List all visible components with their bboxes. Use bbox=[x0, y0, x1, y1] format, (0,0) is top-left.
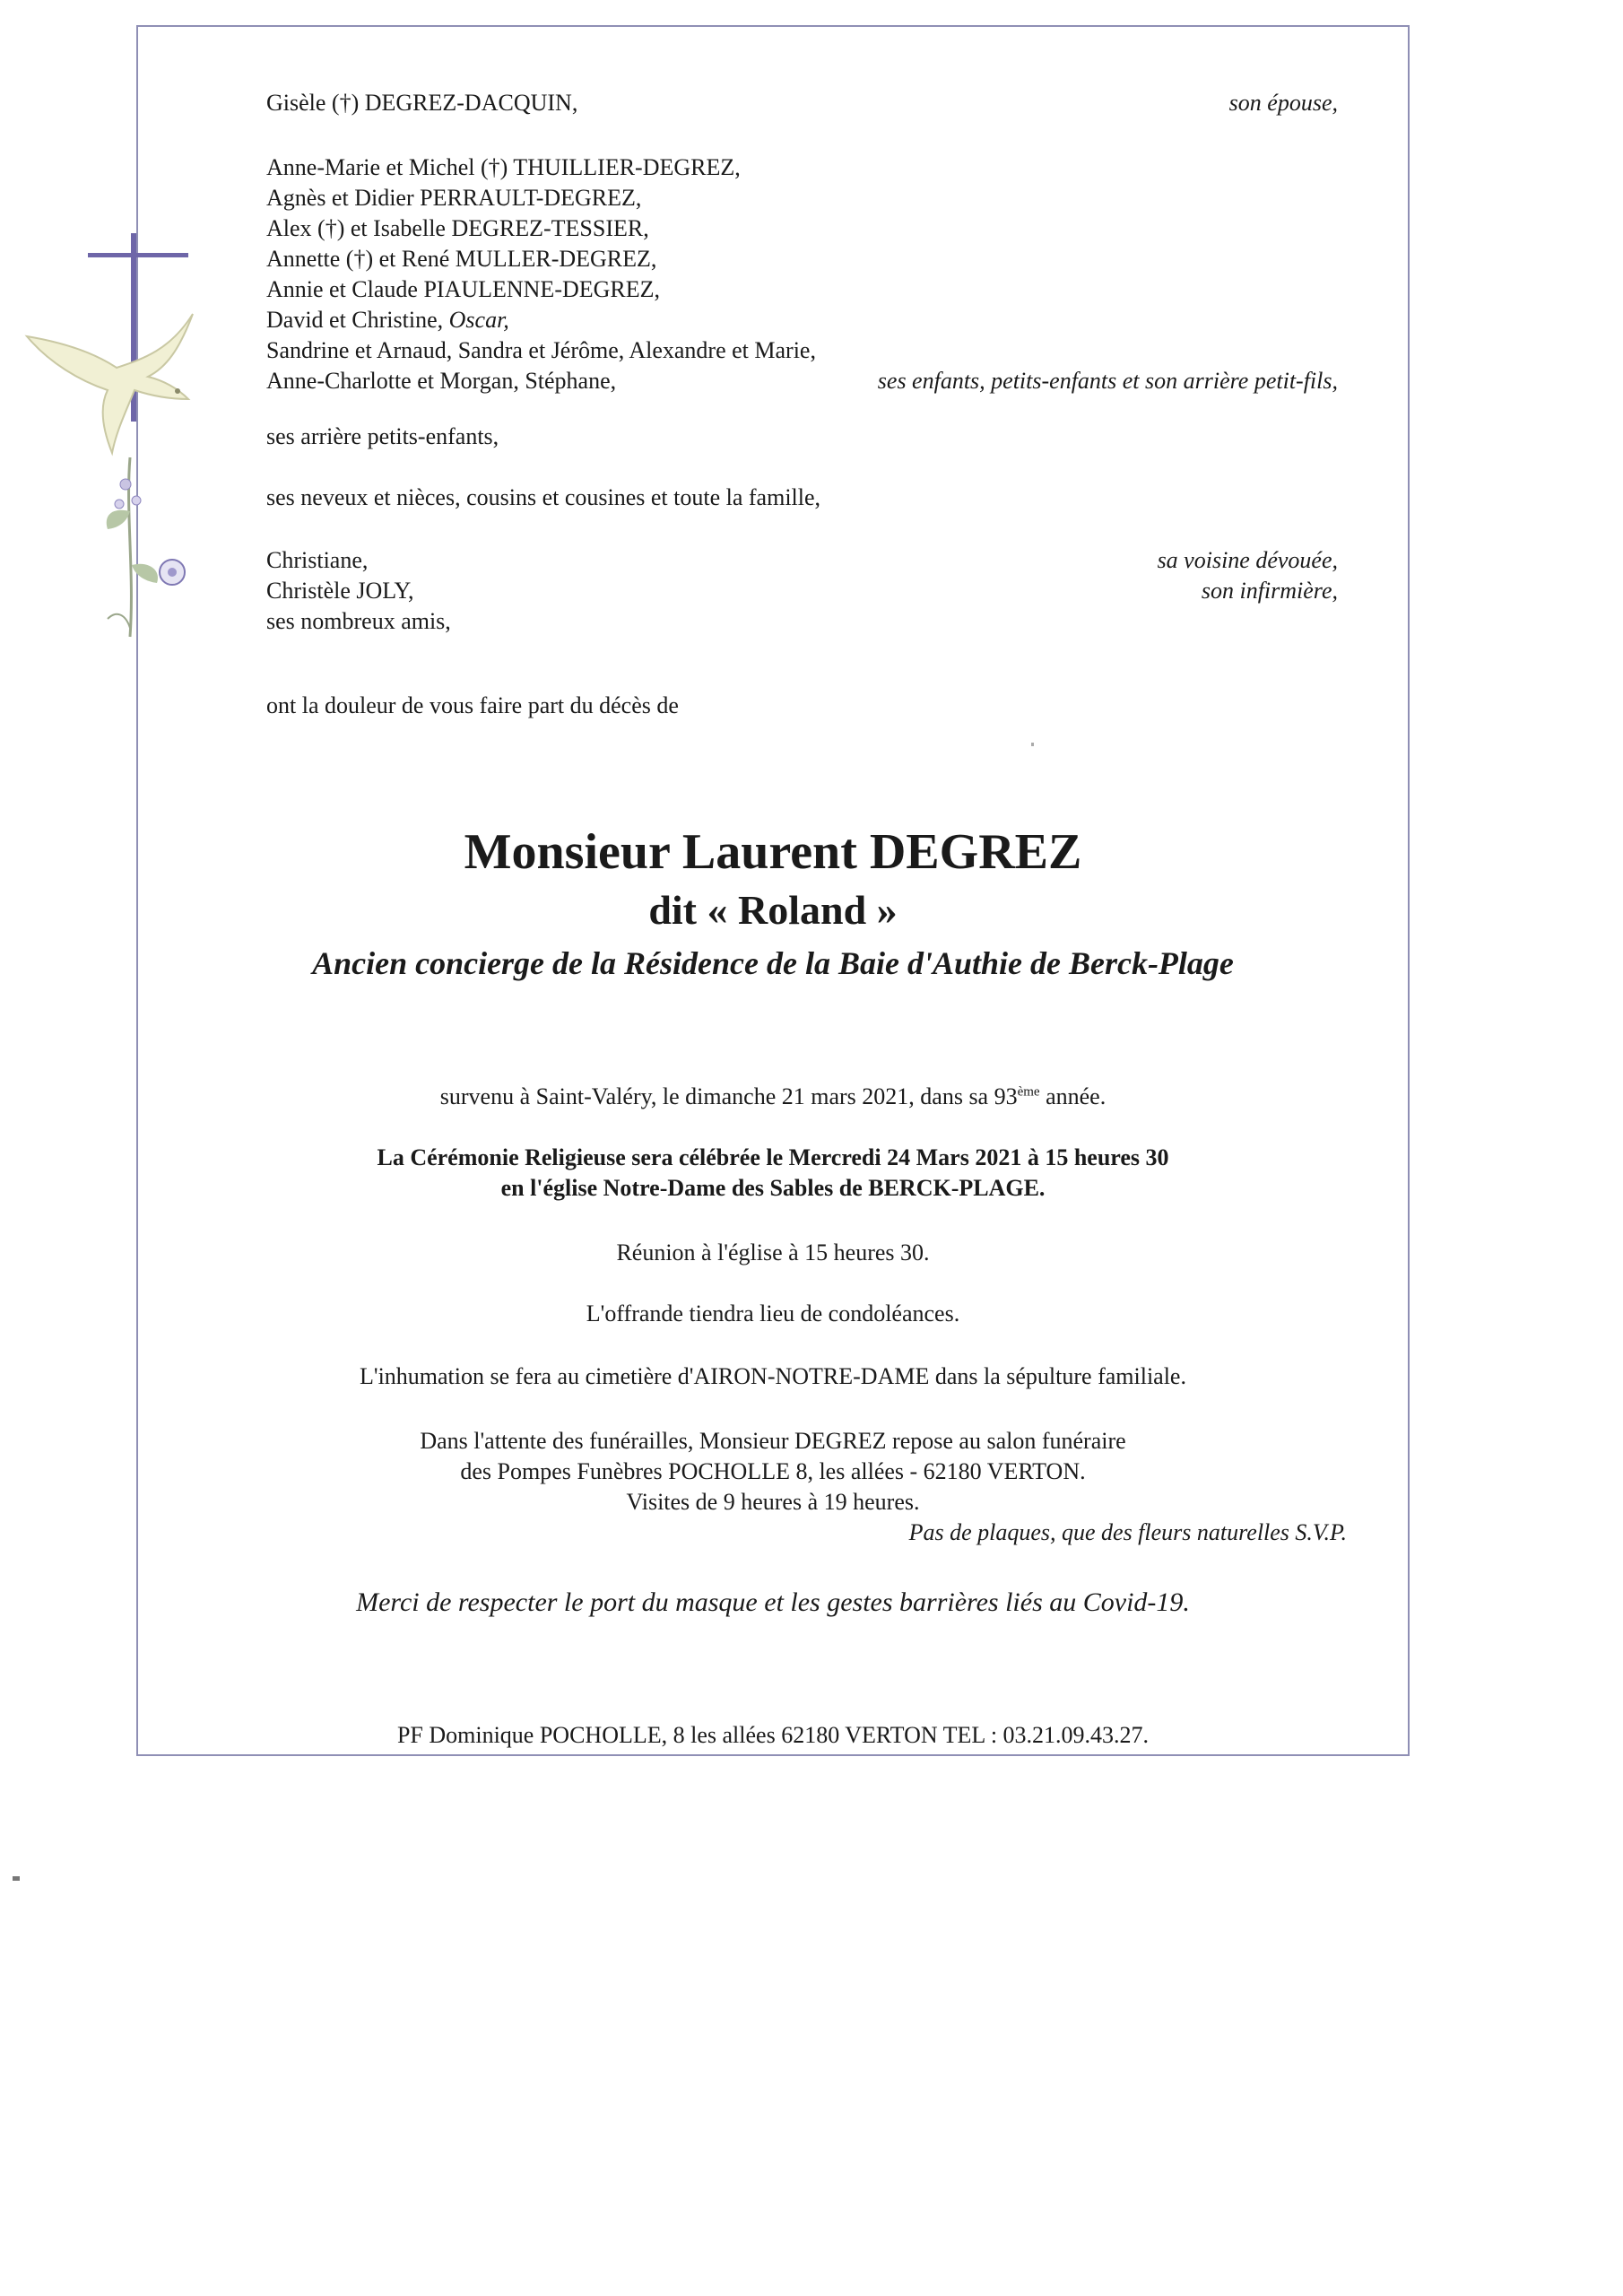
spouse-name: Gisèle (†) DEGREZ-DACQUIN, bbox=[266, 90, 578, 116]
friend-role-2: son infirmière, bbox=[1201, 578, 1338, 604]
announcement: ont la douleur de vous faire part du décès de bbox=[266, 692, 679, 718]
death-statement-text: survenu à Saint-Valéry, le dimanche 21 mars 2021, dans sa 93 bbox=[439, 1083, 1018, 1109]
ordinal-suffix: ème bbox=[1017, 1084, 1040, 1100]
scan-speck bbox=[13, 1876, 20, 1881]
friend-name-3: ses nombreux amis, bbox=[266, 608, 451, 634]
extended-family: ses neveux et nièces, cousins et cousines et toute la famille, bbox=[266, 484, 821, 510]
cross-dove-flower-icon bbox=[0, 215, 233, 682]
children-role: ses enfants, petits-enfants et son arrière petit-fils, bbox=[877, 368, 1338, 394]
friend-name-2: Christèle JOLY, bbox=[266, 578, 414, 604]
deceased-title: Ancien concierge de la Résidence de la Baie d'Authie de Berck-Plage bbox=[312, 945, 1234, 981]
rest-line-1: Dans l'attente des funérailles, Monsieur DEGREZ repose au salon funéraire bbox=[420, 1428, 1126, 1454]
death-statement bbox=[136, 1083, 1410, 1110]
flowers-note: Pas de plaques, que des fleurs naturelles S.V.P. bbox=[908, 1519, 1347, 1545]
deceased-name: Monsieur Laurent DEGREZ bbox=[464, 824, 1082, 880]
spouse-role: son épouse, bbox=[1228, 90, 1338, 116]
visits: Visites de 9 heures à 19 heures. bbox=[626, 1489, 920, 1515]
scan-speck bbox=[1031, 743, 1034, 746]
child-line-2: Agnès et Didier PERRAULT-DEGREZ, bbox=[266, 185, 642, 211]
ceremony-line-2: en l'église Notre-Dame des Sables de BERCK-PLAGE. bbox=[500, 1175, 1046, 1201]
child-line-3: Alex (†) et Isabelle DEGREZ-TESSIER, bbox=[266, 215, 649, 241]
friend-role-1: sa voisine dévouée, bbox=[1157, 547, 1338, 573]
child-line-4: Annette (†) et René MULLER-DEGREZ, bbox=[266, 246, 657, 272]
child-line-5: Annie et Claude PIAULENNE-DEGREZ, bbox=[266, 276, 661, 302]
grandchildren-names: David et Christine, bbox=[266, 307, 449, 333]
offering: L'offrande tiendra lieu de condoléances. bbox=[586, 1300, 960, 1326]
great-grandchild-name: Oscar, bbox=[448, 307, 509, 333]
death-statement-end: année. bbox=[1039, 1083, 1107, 1109]
rest-line-2: des Pompes Funèbres POCHOLLE 8, les allées - 62180 VERTON. bbox=[460, 1458, 1086, 1484]
friend-name-1: Christiane, bbox=[266, 547, 369, 573]
funeral-home-footer: PF Dominique POCHOLLE, 8 les allées 62180 VERTON TEL : 03.21.09.43.27. bbox=[396, 1722, 1150, 1748]
child-line-1: Anne-Marie et Michel (†) THUILLIER-DEGREZ, bbox=[266, 154, 741, 180]
deceased-nickname: dit « Roland » bbox=[648, 887, 898, 933]
ceremony-line-1: La Cérémonie Religieuse sera célébrée le Mercredi 24 Mars 2021 à 15 heures 30 bbox=[377, 1144, 1169, 1170]
covid-note: Merci de respecter le port du masque et les gestes barrières liés au Covid-19. bbox=[356, 1587, 1190, 1617]
grandchildren-line-1 bbox=[266, 307, 509, 334]
burial: L'inhumation se fera au cimetière d'AIRON-NOTRE-DAME dans la sépulture familiale. bbox=[360, 1363, 1186, 1389]
grandchildren-line-2: Sandrine et Arnaud, Sandra et Jérôme, Alexandre et Marie, bbox=[266, 337, 816, 363]
great-grandchildren: ses arrière petits-enfants, bbox=[266, 423, 499, 449]
meeting: Réunion à l'église à 15 heures 30. bbox=[616, 1239, 930, 1265]
grandchildren-line-3: Anne-Charlotte et Morgan, Stéphane, bbox=[266, 368, 617, 394]
